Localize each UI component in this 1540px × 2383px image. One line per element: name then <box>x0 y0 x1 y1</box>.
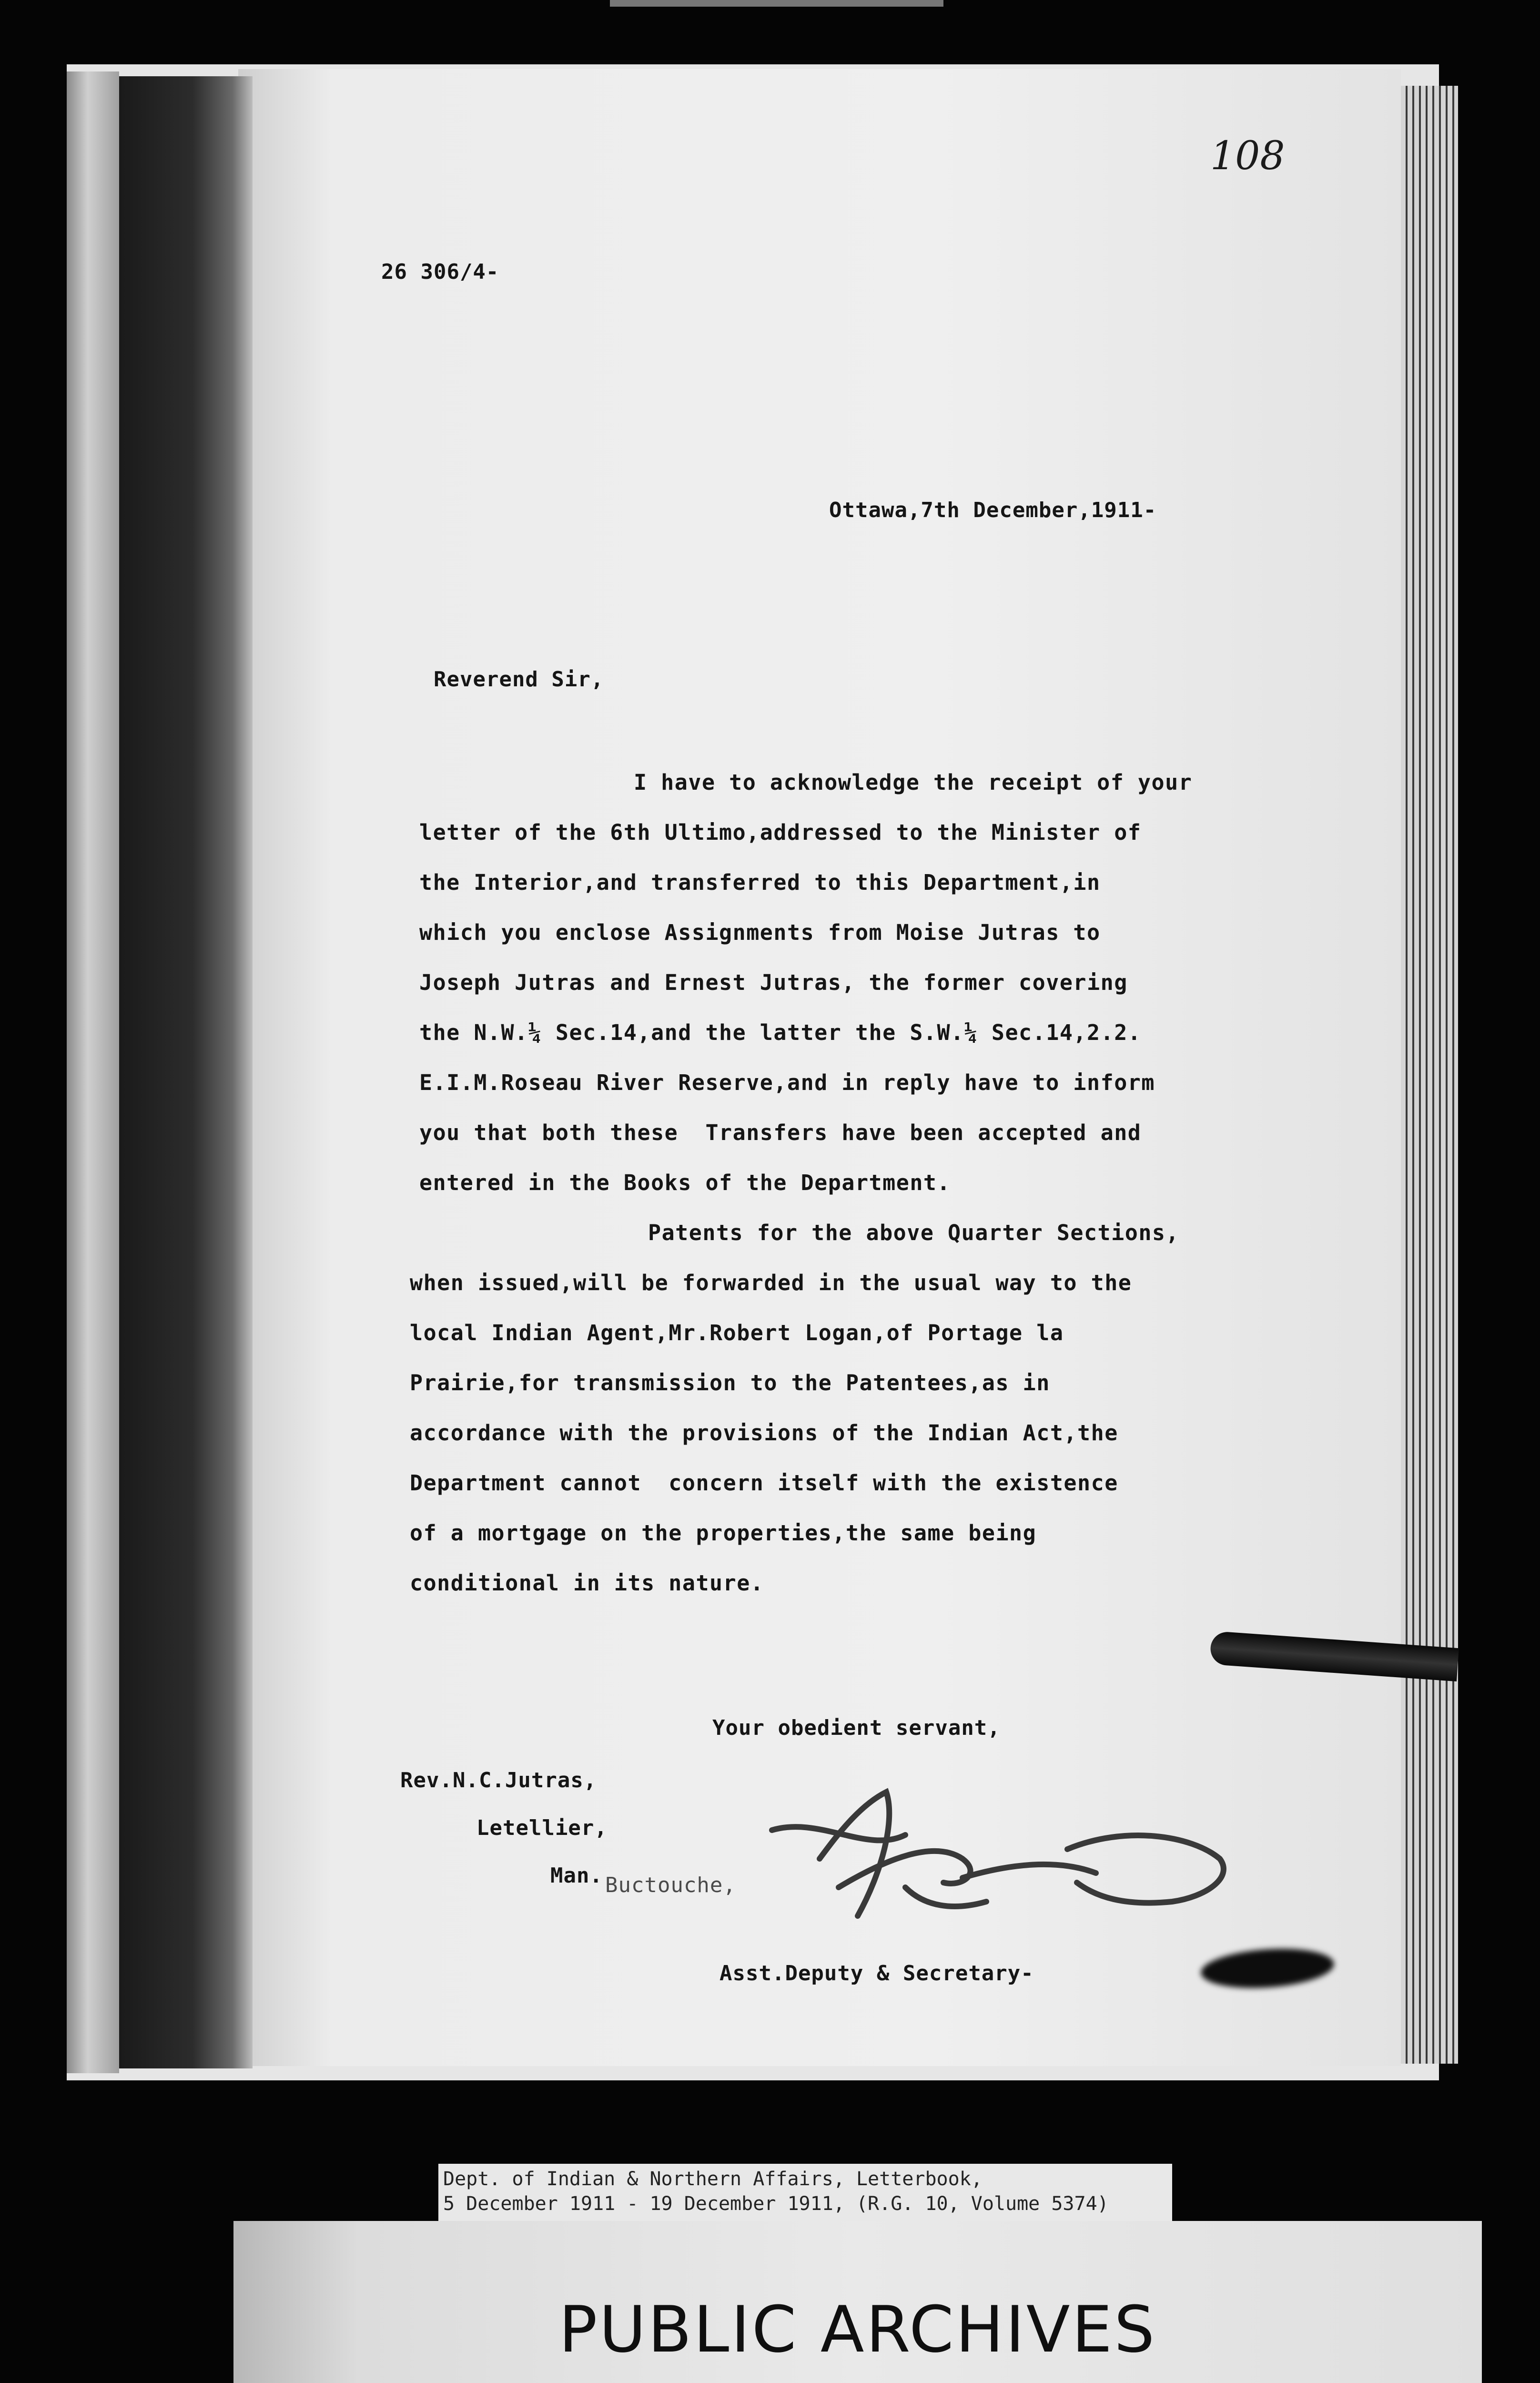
paragraph-2-line: when issued,will be forwarded in the usual way to the <box>410 1270 1132 1295</box>
folio-number: 108 <box>1210 133 1285 179</box>
paragraph-1-line: which you enclose Assignments from Moise Jutras to <box>419 920 1101 945</box>
salutation: Reverend Sir, <box>434 667 604 692</box>
paragraph-2-line: local Indian Agent,Mr.Robert Logan,of Portage la <box>410 1320 1064 1345</box>
archive-card-line-1: PUBLIC ARCHIVES <box>558 2292 1157 2367</box>
addressee-town: Letellier, <box>476 1816 608 1840</box>
paragraph-2-line: conditional in its nature. <box>410 1570 764 1596</box>
file-reference: 26 306/4- <box>381 260 499 284</box>
film-edge <box>610 0 943 7</box>
paragraph-2-line: Patents for the above Quarter Sections, <box>648 1220 1180 1245</box>
paragraph-1-line: entered in the Books of the Department. <box>419 1170 951 1195</box>
binding-shadow <box>119 76 253 2068</box>
signatory-title: Asst.Deputy & Secretary- <box>719 1961 1034 1986</box>
paragraph-1-line: letter of the 6th Ultimo,addressed to the Minister of <box>419 820 1142 845</box>
paragraph-1-line: the N.W.¼ Sec.14,and the latter the S.W.¼ Sec.14,2.2. <box>419 1020 1142 1045</box>
archive-card <box>233 2221 1482 2383</box>
paragraph-2-line: accordance with the provisions of the Indian Act,the <box>410 1420 1118 1446</box>
paragraph-1-line: I have to acknowledge the receipt of your <box>634 770 1193 795</box>
crossed-out-place: Buctouche, <box>605 1873 736 1897</box>
page-edges <box>1401 86 1458 2064</box>
archive-caption <box>438 2164 1172 2221</box>
paragraph-1-line: the Interior,and transferred to this Department,in <box>419 870 1101 895</box>
paragraph-2-line: Prairie,for transmission to the Patentees,as in <box>410 1370 1050 1395</box>
paragraph-1-line: Joseph Jutras and Ernest Jutras, the former covering <box>419 970 1128 995</box>
caption-line-2: 5 December 1911 - 19 December 1911, (R.G. 10, Volume 5374) <box>443 2193 1109 2215</box>
book-spine <box>67 71 119 2073</box>
paragraph-2-line: of a mortgage on the properties,the same being <box>410 1520 1037 1546</box>
addressee-province: Man. <box>550 1864 603 1888</box>
paragraph-1-line: E.I.M.Roseau River Reserve,and in reply have to inform <box>419 1070 1155 1095</box>
addressee-name: Rev.N.C.Jutras, <box>400 1768 597 1792</box>
paragraph-1-line: you that both these Transfers have been accepted and <box>419 1120 1142 1145</box>
paragraph-2-line: Department cannot concern itself with the existence <box>410 1470 1118 1496</box>
handwritten-signature <box>762 1763 1263 1945</box>
caption-line-1: Dept. of Indian & Northern Affairs, Letterbook, <box>443 2168 983 2190</box>
place-date: Ottawa,7th December,1911- <box>829 498 1157 522</box>
closing: Your obedient servant, <box>712 1716 1001 1740</box>
